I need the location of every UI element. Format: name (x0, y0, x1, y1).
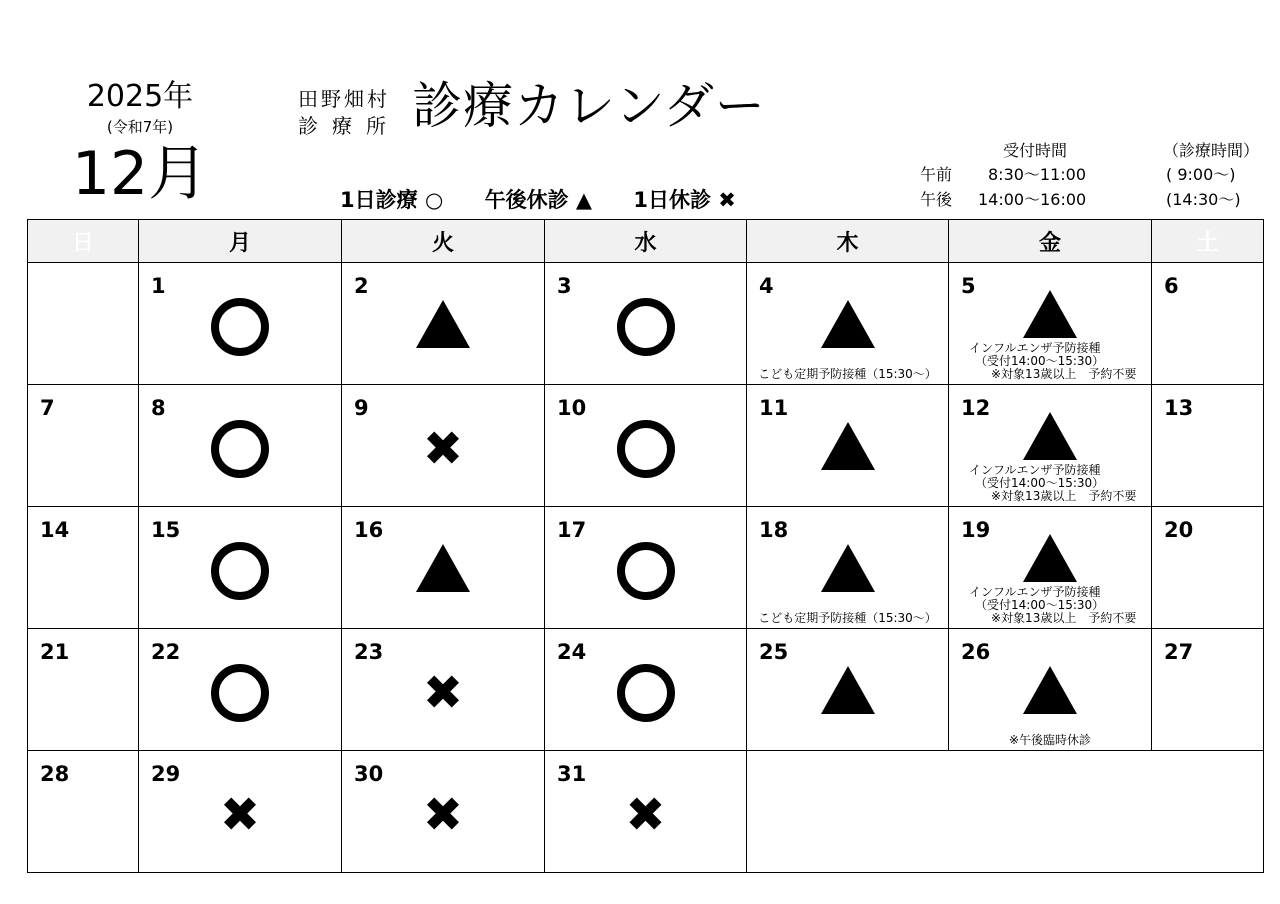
triangle-icon (747, 297, 948, 357)
legend-all-day-closed: 1日休診 ✖ (633, 188, 736, 212)
day-cell (747, 385, 949, 507)
cross-icon: ✖ (422, 787, 464, 843)
day-number: 30 (354, 762, 384, 786)
flu-note-line: （受付14:00～15:30） (975, 476, 1105, 490)
week-row (28, 385, 1264, 507)
day-number: 19 (961, 518, 991, 542)
circle-icon (545, 297, 746, 357)
day-number: 23 (354, 640, 384, 664)
triangle-icon (342, 297, 544, 357)
triangle-icon (747, 541, 948, 601)
day-cell (747, 507, 949, 629)
day-number: 6 (1164, 274, 1179, 298)
weekday-sunday: 日 (28, 220, 139, 263)
info-line: 皆さんで感染予防に努めましょう (862, 835, 1148, 857)
cross-icon: ✖ (422, 421, 464, 477)
triangle-icon (747, 663, 948, 723)
clinic-char: 療 (332, 114, 352, 138)
day-cell (545, 629, 747, 751)
cross-icon: ✖ (219, 787, 261, 843)
day-cell (1152, 263, 1264, 385)
clinic-name (298, 113, 400, 139)
circle-icon: ○ (424, 188, 444, 212)
day-number: 1 (151, 274, 166, 298)
circle-icon (139, 297, 341, 357)
day-number: 21 (40, 640, 70, 664)
day-number: 8 (151, 396, 166, 420)
day-cell (139, 751, 342, 873)
legend (340, 186, 770, 214)
day-cell (342, 751, 545, 873)
day-number: 13 (1164, 396, 1194, 420)
reception-header: 受付時間 (1003, 141, 1068, 160)
day-number: 4 (759, 274, 774, 298)
day-number: 12 (961, 396, 991, 420)
day-cell (1152, 385, 1264, 507)
hours-pm-label: 午後 (920, 190, 953, 209)
flu-note-line: インフルエンザ予防接種 (969, 463, 1101, 477)
day-number: 29 (151, 762, 181, 786)
weekday-tuesday: 火 (342, 220, 545, 263)
day-number: 9 (354, 396, 369, 420)
week-row (28, 263, 1264, 385)
flu-vaccine-note (969, 342, 1136, 381)
triangle-icon (949, 287, 1151, 347)
week-row (28, 629, 1264, 751)
circle-icon (545, 663, 746, 723)
clinic-char: 診 (298, 114, 318, 138)
kids-vaccine-note: こども定期予防接種（15:30～） (758, 611, 937, 625)
day-cell (342, 385, 545, 507)
info-heading: ●インフルエンザ予防接種（13歳以上） (813, 767, 1197, 791)
day-cell (949, 263, 1152, 385)
week-row (28, 751, 1264, 873)
day-number: 14 (40, 518, 70, 542)
day-cell (342, 629, 545, 751)
day-cell (545, 263, 747, 385)
triangle-icon (949, 409, 1151, 469)
day-cell (949, 385, 1152, 507)
info-line: 5日、12日、19日の午後は予約不要です (829, 810, 1181, 832)
flu-note-line: インフルエンザ予防接種 (969, 585, 1101, 599)
day-cell (342, 263, 545, 385)
flu-vaccine-note (969, 586, 1136, 625)
flu-note-line: （受付14:00～15:30） (975, 354, 1105, 368)
circle-icon (139, 541, 341, 601)
weekday-header-row (28, 220, 1264, 263)
cross-icon: ✖ (718, 188, 736, 212)
day-number: 20 (1164, 518, 1194, 542)
legend-pm-closed: 午後休診 ▲ (484, 188, 593, 212)
flu-note-line: （受付14:00～15:30） (975, 598, 1105, 612)
weekday-friday: 金 (949, 220, 1152, 263)
day-number: 18 (759, 518, 789, 542)
day-cell (1152, 507, 1264, 629)
triangle-icon (342, 541, 544, 601)
day-number: 27 (1164, 640, 1194, 664)
consult-header: （診療時間） (1163, 141, 1260, 160)
cross-icon: ✖ (625, 787, 666, 843)
day-number: 16 (354, 518, 384, 542)
day-cell (1152, 629, 1264, 751)
day-number: 10 (557, 396, 587, 420)
day-cell (545, 385, 747, 507)
flu-vaccine-note (969, 464, 1136, 503)
day-cell (28, 263, 139, 385)
day-cell (949, 507, 1152, 629)
flu-note-line: ※対象13歳以上 予約不要 (991, 367, 1137, 381)
day-cell (342, 507, 545, 629)
pm-closed-note: ※午後臨時休診 (1008, 733, 1092, 747)
day-number: 5 (961, 274, 976, 298)
legend-full-day: 1日診療 ○ (340, 188, 444, 212)
cross-icon: ✖ (422, 665, 464, 721)
weekday-monday: 月 (139, 220, 342, 263)
day-number: 2 (354, 274, 369, 298)
day-cell (139, 629, 342, 751)
hours-pm-consult: (14:30～) (1166, 190, 1241, 209)
day-cell (139, 385, 342, 507)
day-cell (139, 263, 342, 385)
day-number: 7 (40, 396, 55, 420)
day-number: 22 (151, 640, 181, 664)
hours-am-consult: ( 9:00～) (1166, 165, 1236, 184)
year: 2025年 (86, 79, 194, 114)
triangle-icon (949, 531, 1151, 591)
triangle-icon (747, 419, 948, 479)
day-number: 11 (759, 396, 789, 420)
day-cell (28, 629, 139, 751)
day-number: 25 (759, 640, 789, 664)
flu-note-line: ※対象13歳以上 予約不要 (991, 611, 1137, 625)
hours-am-label: 午前 (920, 165, 953, 184)
hours-pm-reception: 14:00～16:00 (978, 190, 1087, 209)
day-cell (545, 507, 747, 629)
circle-icon (139, 663, 341, 723)
day-cell (545, 751, 747, 873)
circle-icon (139, 419, 341, 479)
day-cell (28, 385, 139, 507)
day-number: 31 (557, 762, 587, 786)
month: 12月 (71, 139, 209, 209)
circle-icon (545, 541, 746, 601)
kids-vaccine-note: こども定期予防接種（15:30～） (758, 367, 937, 381)
week-row (28, 507, 1264, 629)
day-cell (747, 263, 949, 385)
triangle-icon: ▲ (575, 188, 593, 212)
day-cell (139, 507, 342, 629)
day-number: 28 (40, 762, 70, 786)
day-cell (747, 629, 949, 751)
era-year: (令和7年) (106, 118, 174, 136)
hours-am-reception: 8:30～11:00 (988, 165, 1087, 184)
clinic-char: 所 (366, 114, 386, 138)
weekday-saturday: 土 (1152, 220, 1264, 263)
circle-icon (545, 419, 746, 479)
calendar-table (27, 219, 1264, 873)
flu-note-line: ※対象13歳以上 予約不要 (991, 489, 1137, 503)
day-number: 17 (557, 518, 587, 542)
weekday-wednesday: 水 (545, 220, 747, 263)
flu-note-line: インフルエンザ予防接種 (969, 341, 1101, 355)
day-cell (28, 507, 139, 629)
village-name: 田野畑村 (298, 87, 390, 111)
day-cell (949, 629, 1152, 751)
page-title: 診療カレンダー (412, 77, 766, 135)
day-number: 26 (961, 640, 991, 664)
day-number: 15 (151, 518, 181, 542)
weekday-thursday: 木 (747, 220, 949, 263)
day-cell (28, 751, 139, 873)
flu-info-box (747, 751, 1264, 873)
day-number: 3 (557, 274, 572, 298)
triangle-icon (949, 663, 1151, 723)
day-number: 24 (557, 640, 587, 664)
